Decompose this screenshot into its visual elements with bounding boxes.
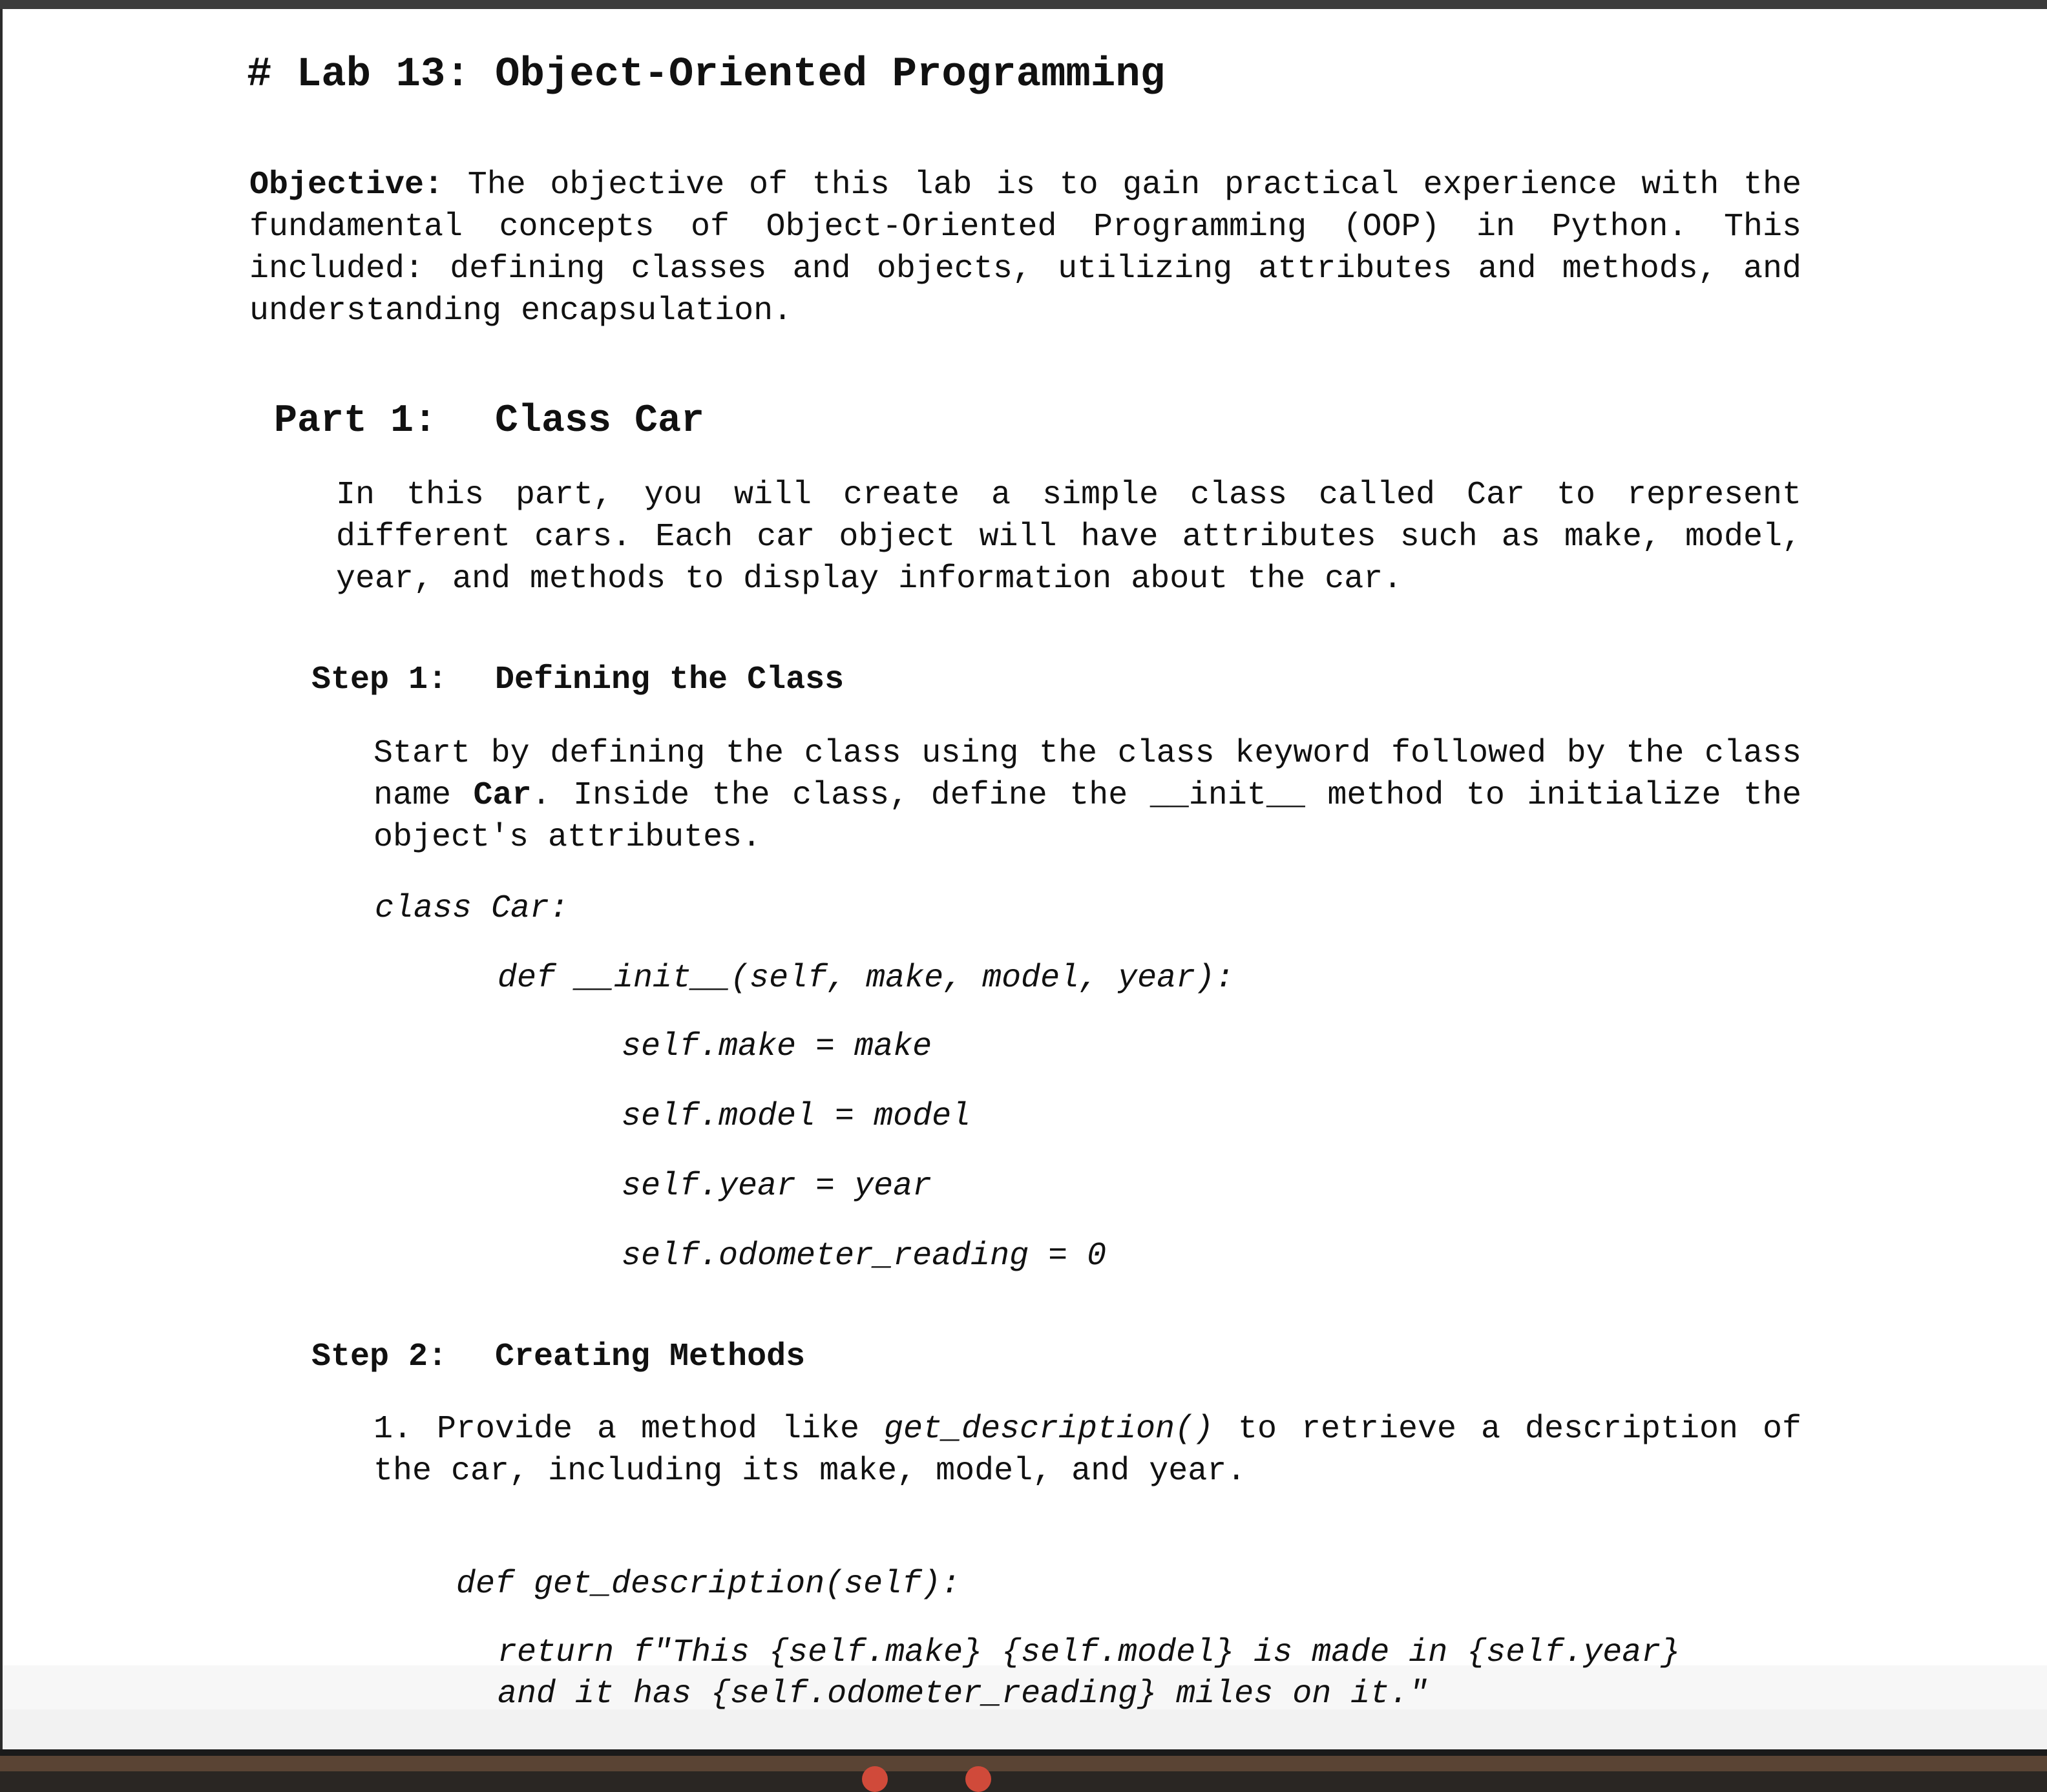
step1-text-before: Start by defining the class using the class keyword followed by the class name	[373, 735, 1801, 814]
objective-text: The objective of this lab is to gain practical experience with the fundamental concepts of Object-Oriented Programming (OOP) in Python. This included: defining classes and objects, utilizing attributes and methods, and understanding encapsulation.	[249, 167, 1801, 329]
taskbar-app-icon[interactable]	[862, 1766, 888, 1792]
step1-text-after: . Inside the class, define the __init__ method to initialize the object's attributes.	[373, 777, 1802, 856]
step1-title: Defining the Class	[495, 662, 845, 698]
step1-label: Step 1:	[311, 662, 448, 698]
taskbar-strip	[0, 1749, 2047, 1771]
code-line: self.odometer_reading = 0	[622, 1238, 1107, 1275]
objective-paragraph	[249, 164, 1801, 332]
code-line: self.year = year	[622, 1168, 932, 1205]
list-number: 1.	[373, 1411, 413, 1448]
window-top-strip	[0, 0, 2047, 9]
taskbar-app-icon[interactable]	[965, 1766, 991, 1792]
part1-label: Part 1:	[274, 399, 437, 443]
part1-intro: In this part, you will create a simple class called Car to represent different cars. Each car object will have attributes such as make, model, year, and methods to display information about the car.	[336, 477, 1801, 598]
objective-label: Objective:	[249, 167, 444, 203]
method-name: get_description()	[883, 1411, 1214, 1448]
part1-title: Class Car	[495, 399, 705, 443]
page-title: # Lab 13: Object-Oriented Programming	[247, 52, 1166, 98]
code-line: def get_description(self):	[456, 1566, 961, 1603]
code-line: self.model = model	[622, 1098, 971, 1135]
page-bottom-shade-lower	[3, 1709, 2047, 1749]
step2-item-1	[373, 1408, 1801, 1492]
code-line: class Car:	[375, 890, 569, 927]
item1-text-before: Provide a method like	[412, 1411, 884, 1448]
step2-label: Step 2:	[311, 1339, 448, 1375]
taskbar-divider	[0, 1749, 2047, 1756]
code-line: self.make = make	[622, 1028, 932, 1065]
step1-paragraph	[373, 733, 1801, 859]
code-line: return f"This {self.make} {self.model} is made in {self.year}	[498, 1634, 1681, 1671]
class-name-car: Car	[473, 777, 532, 814]
code-line: def __init__(self, make, model, year):	[498, 960, 1235, 997]
item1-text-after: to retrieve a description of the car, including its make, model, and year.	[373, 1411, 1801, 1490]
step2-title: Creating Methods	[495, 1339, 806, 1375]
code-line: and it has {self.odometer_reading} miles on it."	[498, 1676, 1429, 1713]
